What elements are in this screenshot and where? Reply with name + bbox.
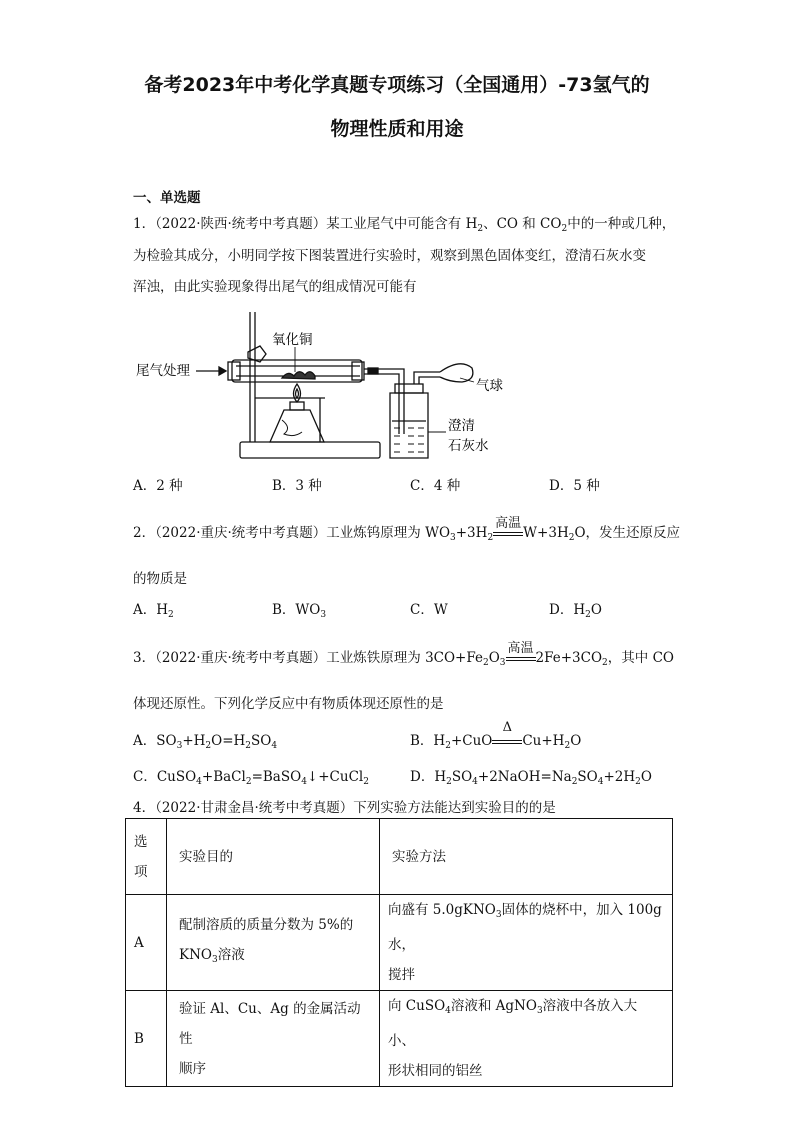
alcohol-lamp [270, 410, 324, 442]
row-a-goal: 配制溶质的质量分数为 5%的 $KNO_3$溶液 [167, 895, 380, 991]
q2-option-d[interactable]: D．$H_2O$ [549, 602, 602, 620]
label-inlet: 尾气处理 [136, 363, 190, 379]
q1-line3: 浑浊，由此实验现象得出尾气的组成情况可能有 [133, 279, 417, 295]
q2-condition: 高温 [493, 529, 523, 539]
q1-line2: 为检验其成分，小明同学按下图装置进行实验时，观察到黑色固体变红，澄清石灰水变 [133, 248, 646, 264]
label-cuo: 氧化铜 [272, 332, 313, 348]
cuo-sample-icon [282, 372, 315, 379]
q3-line1: 3．（2022·重庆·统考中考真题）工业炼铁原理为 $3CO+Fe_2O_3$ 高温 $2Fe+3CO_2$，其中 CO [133, 640, 674, 668]
table-header-row [126, 819, 673, 895]
limewater-bottle [390, 393, 428, 458]
q3-condition: 高温 [506, 654, 536, 664]
header-method: 实验方法 [380, 819, 673, 895]
q2-line2: 的物质是 [133, 571, 187, 587]
stand-base [240, 442, 380, 458]
q3-b-condition: Δ [492, 737, 522, 747]
label-balloon: 气球 [476, 378, 503, 394]
q2-option-b[interactable]: B．$WO_3$ [272, 602, 327, 620]
q3-option-b[interactable]: B．$H_2+CuO$ Δ $Cu+H_2O$ [410, 719, 582, 751]
q2-line1: 2．（2022·重庆·统考中考真题）工业炼钨原理为 $WO_3+3H_2$ 高温 $W+3H_2O$，发生还原反应 [133, 515, 681, 543]
q4-line1: 4．（2022·甘肃金昌·统考中考真题）下列实验方法能达到实验目的的是 [133, 800, 556, 816]
row-a-method: 向盛有 5.0gKNO$_3$固体的烧杯中，加入 100g 水， 搅拌 [380, 895, 673, 991]
row-b-goal: 验证 Al、Cu、Ag 的金属活动性 顺序 [167, 991, 380, 1087]
page-title-line1: 备考2023年中考化学真题专项练习（全国通用）-73氢气的 [144, 74, 650, 96]
label-lime1: 澄清 [448, 418, 475, 434]
balloon-icon [440, 364, 473, 382]
q1-option-b[interactable]: B．3 种 [272, 478, 322, 494]
q2-option-c[interactable]: C．W [410, 602, 448, 618]
q1-option-c[interactable]: C．4 种 [410, 478, 461, 494]
label-lime2: 石灰水 [448, 438, 489, 454]
row-a-option: A [126, 895, 167, 991]
q3-option-a[interactable]: A．$SO_3+H_2O=H_2SO_4$ [133, 733, 278, 751]
q1-option-a[interactable]: A．2 种 [133, 478, 183, 494]
row-b-option: B [126, 991, 167, 1087]
table-row [126, 991, 673, 1087]
row-b-method: 向 CuSO$_4$溶液和 AgNO$_3$溶液中各放入大小、 形状相同的铝丝 [380, 991, 673, 1087]
q4-table [125, 818, 673, 1087]
q2-option-a[interactable]: A．$H_2$ [133, 602, 174, 620]
q3-option-d[interactable]: D．$H_2SO_4+2NaOH=Na_2SO_4+2H_2O$ [410, 769, 652, 787]
q1-line1: 1．（2022·陕西·统考中考真题）某工业尾气中可能含有 $H_2$、CO 和 $CO_2$中的一种或几种， [133, 216, 676, 234]
q3-line2: 体现还原性。下列化学反应中有物质体现还原性的是 [133, 696, 444, 712]
table-row [126, 895, 673, 991]
header-option: 选 项 [126, 819, 167, 895]
header-goal: 实验目的 [167, 819, 380, 895]
q3-option-c[interactable]: C．CuSO$_4$+BaCl$_2$=BaSO$_4$↓+CuCl$_2$ [133, 769, 369, 787]
q1-option-d[interactable]: D．5 种 [549, 478, 600, 494]
page-title-line2: 物理性质和用途 [330, 118, 464, 140]
section-heading: 一、单选题 [133, 190, 201, 206]
